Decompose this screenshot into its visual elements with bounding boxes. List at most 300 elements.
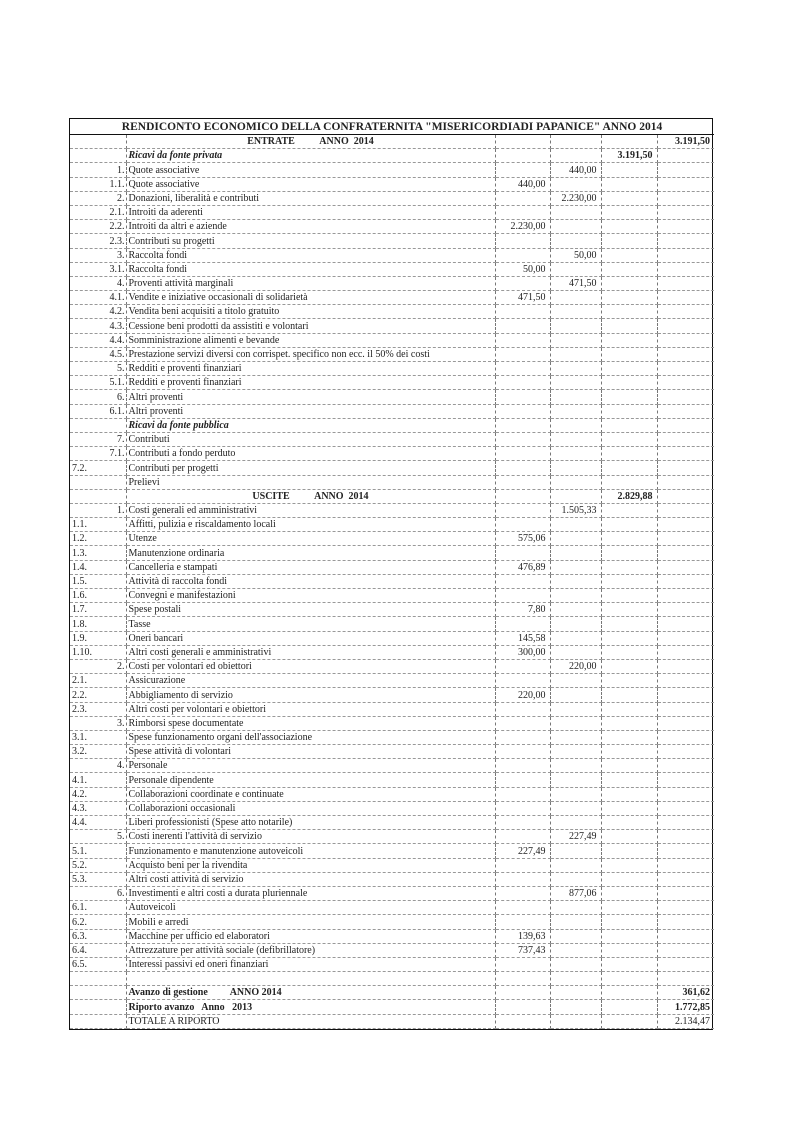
row-amount-total (657, 518, 714, 532)
row-amount-detail (495, 730, 550, 744)
row-amount-subtotal (550, 759, 601, 773)
row-amount-subtotal (550, 220, 601, 234)
row-amount-section (601, 546, 657, 560)
row-amount-total (657, 943, 714, 957)
table-row (70, 163, 714, 177)
row-amount-subtotal: 877,06 (550, 886, 601, 900)
row-amount-section (601, 830, 657, 844)
row-description: Vendita beni acquisiti a titolo gratuito (126, 305, 495, 319)
row-amount-subtotal (550, 674, 601, 688)
row-code: 1.1. (70, 177, 126, 191)
row-amount-detail (495, 404, 550, 418)
row-code: 4.1. (70, 773, 126, 787)
row-amount-detail (495, 589, 550, 603)
row-amount-subtotal (550, 347, 601, 361)
table-row (70, 688, 714, 702)
row-code: 4. (70, 759, 126, 773)
row-amount-subtotal (550, 333, 601, 347)
row-amount-subtotal (550, 234, 601, 248)
row-description: Raccolta fondi (126, 262, 495, 276)
row-amount-total (657, 773, 714, 787)
row-code: 1. (70, 163, 126, 177)
table-row (70, 986, 714, 1000)
row-amount-subtotal: 220,00 (550, 659, 601, 673)
row-amount-detail (495, 432, 550, 446)
row-amount-total (657, 631, 714, 645)
table-row (70, 220, 714, 234)
table-row (70, 276, 714, 290)
row-amount-detail (495, 305, 550, 319)
row-amount-subtotal (550, 603, 601, 617)
row-amount-section (601, 518, 657, 532)
row-amount-subtotal (550, 177, 601, 191)
row-description: ENTRATE ANNO 2014 (126, 135, 495, 149)
table-row (70, 886, 714, 900)
row-amount-subtotal (550, 702, 601, 716)
row-description: Costi per volontari ed obiettori (126, 659, 495, 673)
row-code (70, 149, 126, 163)
row-amount-subtotal (550, 773, 601, 787)
row-amount-detail (495, 390, 550, 404)
row-amount-total (657, 489, 714, 503)
row-amount-subtotal (550, 915, 601, 929)
table-row (70, 390, 714, 404)
row-amount-total (657, 234, 714, 248)
row-amount-section (601, 901, 657, 915)
table-row (70, 404, 714, 418)
row-code: 4.1. (70, 291, 126, 305)
row-amount-total (657, 333, 714, 347)
table-row (70, 787, 714, 801)
row-amount-section (601, 234, 657, 248)
row-description: Altri costi attività di servizio (126, 872, 495, 886)
row-amount-subtotal (550, 560, 601, 574)
row-description: Utenze (126, 532, 495, 546)
row-description: Prelievi (126, 475, 495, 489)
row-amount-subtotal (550, 872, 601, 886)
row-amount-total (657, 418, 714, 432)
row-amount-total (657, 886, 714, 900)
table-row (70, 617, 714, 631)
row-description: Contributi per progetti (126, 461, 495, 475)
row-code: 6.2. (70, 915, 126, 929)
table-row (70, 418, 714, 432)
row-amount-total (657, 957, 714, 971)
table-row (70, 149, 714, 163)
row-description: Oneri bancari (126, 631, 495, 645)
row-amount-section (601, 305, 657, 319)
row-amount-detail: 7,80 (495, 603, 550, 617)
row-description: Riporto avanzo Anno 2013 (126, 1000, 495, 1014)
row-code: 7.1. (70, 447, 126, 461)
row-amount-total (657, 674, 714, 688)
row-description: Acquisto beni per la rivendita (126, 858, 495, 872)
row-amount-detail (495, 518, 550, 532)
table-row (70, 674, 714, 688)
row-amount-section (601, 603, 657, 617)
row-amount-section (601, 362, 657, 376)
row-amount-subtotal (550, 305, 601, 319)
row-code: 4.4. (70, 333, 126, 347)
table-row (70, 191, 714, 205)
row-description: Cessione beni prodotti da assistiti e volontari (126, 319, 495, 333)
row-amount-subtotal (550, 574, 601, 588)
row-amount-total (657, 163, 714, 177)
row-code: 3.1. (70, 262, 126, 276)
statement-table (70, 119, 714, 1029)
row-amount-section (601, 659, 657, 673)
row-code: 1.6. (70, 589, 126, 603)
row-amount-detail (495, 347, 550, 361)
row-description: Affitti, pulizia e riscaldamento locali (126, 518, 495, 532)
row-amount-section (601, 276, 657, 290)
row-description: Manutenzione ordinaria (126, 546, 495, 560)
row-amount-section (601, 589, 657, 603)
row-amount-total (657, 730, 714, 744)
row-description: Tasse (126, 617, 495, 631)
table-row (70, 362, 714, 376)
row-amount-detail (495, 745, 550, 759)
row-amount-subtotal (550, 1000, 601, 1014)
row-amount-total (657, 276, 714, 290)
row-amount-subtotal (550, 617, 601, 631)
row-amount-section (601, 801, 657, 815)
row-description: Quote associative (126, 163, 495, 177)
table-row (70, 589, 714, 603)
row-amount-detail: 737,43 (495, 943, 550, 957)
row-description: Introiti da altri e aziende (126, 220, 495, 234)
table-row (70, 205, 714, 219)
row-amount-section (601, 972, 657, 986)
row-amount-total (657, 915, 714, 929)
row-amount-detail (495, 475, 550, 489)
row-description: Spese funzionamento organi dell'associazione (126, 730, 495, 744)
row-amount-total (657, 305, 714, 319)
row-code: 3. (70, 248, 126, 262)
table-row (70, 177, 714, 191)
row-code: 3. (70, 716, 126, 730)
row-description: Attrezzature per attività sociale (defibrillatore) (126, 943, 495, 957)
row-amount-subtotal (550, 489, 601, 503)
row-amount-subtotal (550, 149, 601, 163)
row-amount-detail (495, 773, 550, 787)
table-row (70, 816, 714, 830)
row-description: Rimborsi spese documentate (126, 716, 495, 730)
row-amount-subtotal (550, 262, 601, 276)
row-amount-detail (495, 276, 550, 290)
table-row (70, 347, 714, 361)
table-row (70, 489, 714, 503)
table-row (70, 461, 714, 475)
row-amount-detail (495, 759, 550, 773)
row-code: 4.4. (70, 816, 126, 830)
row-code: 2.1. (70, 674, 126, 688)
row-description: Ricavi da fonte privata (126, 149, 495, 163)
row-description: Somministrazione alimenti e bevande (126, 333, 495, 347)
row-description: Vendite e iniziative occasionali di solidarietà (126, 291, 495, 305)
table-row (70, 730, 714, 744)
row-code: 5.1. (70, 844, 126, 858)
row-code: 6.1. (70, 404, 126, 418)
row-code: 5.3. (70, 872, 126, 886)
row-code: 1.8. (70, 617, 126, 631)
table-row (70, 234, 714, 248)
table-row (70, 844, 714, 858)
row-code: 4.5. (70, 347, 126, 361)
row-description: Proventi attività marginali (126, 276, 495, 290)
row-amount-section (601, 986, 657, 1000)
row-amount-total (657, 716, 714, 730)
row-amount-section (601, 943, 657, 957)
row-amount-total (657, 816, 714, 830)
row-amount-total (657, 688, 714, 702)
row-amount-total (657, 589, 714, 603)
table-row (70, 291, 714, 305)
row-amount-detail (495, 816, 550, 830)
table-row (70, 858, 714, 872)
row-code: 6.4. (70, 943, 126, 957)
row-description: Spese attività di volontari (126, 745, 495, 759)
row-code: 3.1. (70, 730, 126, 744)
row-amount-detail (495, 489, 550, 503)
row-description: USCITE ANNO 2014 (126, 489, 495, 503)
row-amount-total (657, 461, 714, 475)
row-description: Contributi (126, 432, 495, 446)
table-row (70, 376, 714, 390)
row-amount-section (601, 177, 657, 191)
row-amount-section (601, 915, 657, 929)
row-amount-section (601, 560, 657, 574)
row-code: 6.1. (70, 901, 126, 915)
row-amount-detail: 139,63 (495, 929, 550, 943)
row-amount-detail (495, 447, 550, 461)
row-amount-subtotal (550, 957, 601, 971)
row-amount-section (601, 376, 657, 390)
row-amount-detail: 50,00 (495, 262, 550, 276)
row-amount-total (657, 844, 714, 858)
row-amount-section (601, 816, 657, 830)
row-amount-subtotal: 440,00 (550, 163, 601, 177)
table-row (70, 432, 714, 446)
row-amount-detail (495, 503, 550, 517)
row-amount-subtotal (550, 730, 601, 744)
row-amount-section (601, 716, 657, 730)
row-amount-subtotal (550, 745, 601, 759)
table-row (70, 957, 714, 971)
row-amount-total (657, 574, 714, 588)
row-code: 1.7. (70, 603, 126, 617)
row-amount-subtotal (550, 432, 601, 446)
row-code: 7. (70, 432, 126, 446)
row-amount-section (601, 447, 657, 461)
row-description: Altri proventi (126, 390, 495, 404)
row-amount-subtotal (550, 858, 601, 872)
row-code (70, 489, 126, 503)
table-row (70, 319, 714, 333)
row-amount-total (657, 404, 714, 418)
row-amount-section (601, 674, 657, 688)
row-amount-total (657, 291, 714, 305)
row-description: Assicurazione (126, 674, 495, 688)
row-code: 1.10. (70, 645, 126, 659)
row-code: 4.2. (70, 305, 126, 319)
row-code: 6.3. (70, 929, 126, 943)
row-amount-total (657, 220, 714, 234)
table-row (70, 135, 714, 149)
row-code: 5. (70, 362, 126, 376)
row-amount-section (601, 574, 657, 588)
table-row (70, 830, 714, 844)
row-description: Spese postali (126, 603, 495, 617)
row-amount-total: 2.134,47 (657, 1014, 714, 1028)
row-amount-detail (495, 830, 550, 844)
row-description: Ricavi da fonte pubblica (126, 418, 495, 432)
row-amount-detail (495, 858, 550, 872)
table-row (70, 645, 714, 659)
row-amount-section (601, 319, 657, 333)
row-code: 2.3. (70, 702, 126, 716)
row-description: Raccolta fondi (126, 248, 495, 262)
row-amount-detail (495, 801, 550, 815)
row-amount-total (657, 475, 714, 489)
row-description (126, 972, 495, 986)
row-amount-subtotal (550, 135, 601, 149)
row-amount-section (601, 418, 657, 432)
table-row (70, 333, 714, 347)
row-amount-detail (495, 461, 550, 475)
row-amount-detail (495, 376, 550, 390)
row-amount-detail (495, 702, 550, 716)
table-row (70, 475, 714, 489)
table-row (70, 1000, 714, 1014)
row-code: 4.3. (70, 801, 126, 815)
table-row (70, 447, 714, 461)
row-code: 2.2. (70, 688, 126, 702)
row-amount-subtotal (550, 475, 601, 489)
row-amount-total (657, 319, 714, 333)
row-description: Avanzo di gestione ANNO 2014 (126, 986, 495, 1000)
row-amount-detail (495, 957, 550, 971)
row-amount-total (657, 759, 714, 773)
row-code: 1.5. (70, 574, 126, 588)
row-amount-subtotal (550, 801, 601, 815)
row-amount-section (601, 730, 657, 744)
row-code (70, 986, 126, 1000)
row-amount-subtotal (550, 1014, 601, 1028)
row-amount-detail (495, 362, 550, 376)
row-code: 7.2. (70, 461, 126, 475)
row-amount-total (657, 901, 714, 915)
row-amount-total (657, 362, 714, 376)
row-description: Costi inerenti l'attività di servizio (126, 830, 495, 844)
row-amount-detail: 471,50 (495, 291, 550, 305)
row-amount-detail (495, 787, 550, 801)
row-code: 5. (70, 830, 126, 844)
row-amount-subtotal (550, 362, 601, 376)
row-amount-section (601, 1014, 657, 1028)
row-description: Investimenti e altri costi a durata pluriennale (126, 886, 495, 900)
row-amount-total (657, 205, 714, 219)
row-amount-subtotal (550, 546, 601, 560)
row-amount-total (657, 787, 714, 801)
row-amount-subtotal (550, 390, 601, 404)
table-row (70, 1014, 714, 1028)
row-amount-section (601, 745, 657, 759)
row-amount-detail (495, 986, 550, 1000)
document-title: RENDICONTO ECONOMICO DELLA CONFRATERNITA "MISERICORDIADI PAPANICE" ANNO 2014 (70, 119, 714, 135)
row-amount-total: 361,62 (657, 986, 714, 1000)
row-amount-section (601, 773, 657, 787)
table-row (70, 518, 714, 532)
row-description: Liberi professionisti (Spese atto notarile) (126, 816, 495, 830)
row-code: 2.3. (70, 234, 126, 248)
row-amount-detail (495, 333, 550, 347)
row-amount-section (601, 248, 657, 262)
row-description: Altri costi generali e amministrativi (126, 645, 495, 659)
table-row (70, 901, 714, 915)
row-description: Introiti da aderenti (126, 205, 495, 219)
table-row (70, 716, 714, 730)
row-amount-subtotal (550, 986, 601, 1000)
row-amount-section (601, 163, 657, 177)
row-amount-total (657, 645, 714, 659)
row-amount-subtotal (550, 844, 601, 858)
row-amount-subtotal: 471,50 (550, 276, 601, 290)
row-amount-detail: 300,00 (495, 645, 550, 659)
row-code: 3.2. (70, 745, 126, 759)
table-row (70, 915, 714, 929)
row-code: 1.3. (70, 546, 126, 560)
row-code: 2.1. (70, 205, 126, 219)
row-amount-detail (495, 135, 550, 149)
row-code: 6. (70, 390, 126, 404)
row-amount-total (657, 872, 714, 886)
row-amount-section (601, 759, 657, 773)
row-description: Donazioni, liberalità e contributi (126, 191, 495, 205)
row-description: Attività di raccolta fondi (126, 574, 495, 588)
table-row (70, 872, 714, 886)
row-amount-section (601, 205, 657, 219)
row-amount-section (601, 333, 657, 347)
row-description: Contributi a fondo perduto (126, 447, 495, 461)
row-amount-total (657, 745, 714, 759)
row-description: Collaborazioni coordinate e continuate (126, 787, 495, 801)
row-amount-section (601, 702, 657, 716)
row-amount-section (601, 645, 657, 659)
table-row (70, 702, 714, 716)
row-code: 2.2. (70, 220, 126, 234)
row-amount-subtotal: 2.230,00 (550, 191, 601, 205)
row-amount-total (657, 149, 714, 163)
row-amount-subtotal: 50,00 (550, 248, 601, 262)
row-description: Personale (126, 759, 495, 773)
financial-statement-sheet (69, 118, 713, 1030)
table-row (70, 773, 714, 787)
row-description: TOTALE A RIPORTO (126, 1014, 495, 1028)
table-row (70, 631, 714, 645)
row-code (70, 418, 126, 432)
row-amount-section (601, 631, 657, 645)
row-amount-subtotal (550, 688, 601, 702)
row-amount-section: 3.191,50 (601, 149, 657, 163)
row-amount-detail (495, 886, 550, 900)
row-code: 2. (70, 659, 126, 673)
table-row (70, 659, 714, 673)
table-row (70, 574, 714, 588)
row-amount-detail (495, 872, 550, 886)
row-amount-total (657, 659, 714, 673)
row-amount-detail (495, 915, 550, 929)
